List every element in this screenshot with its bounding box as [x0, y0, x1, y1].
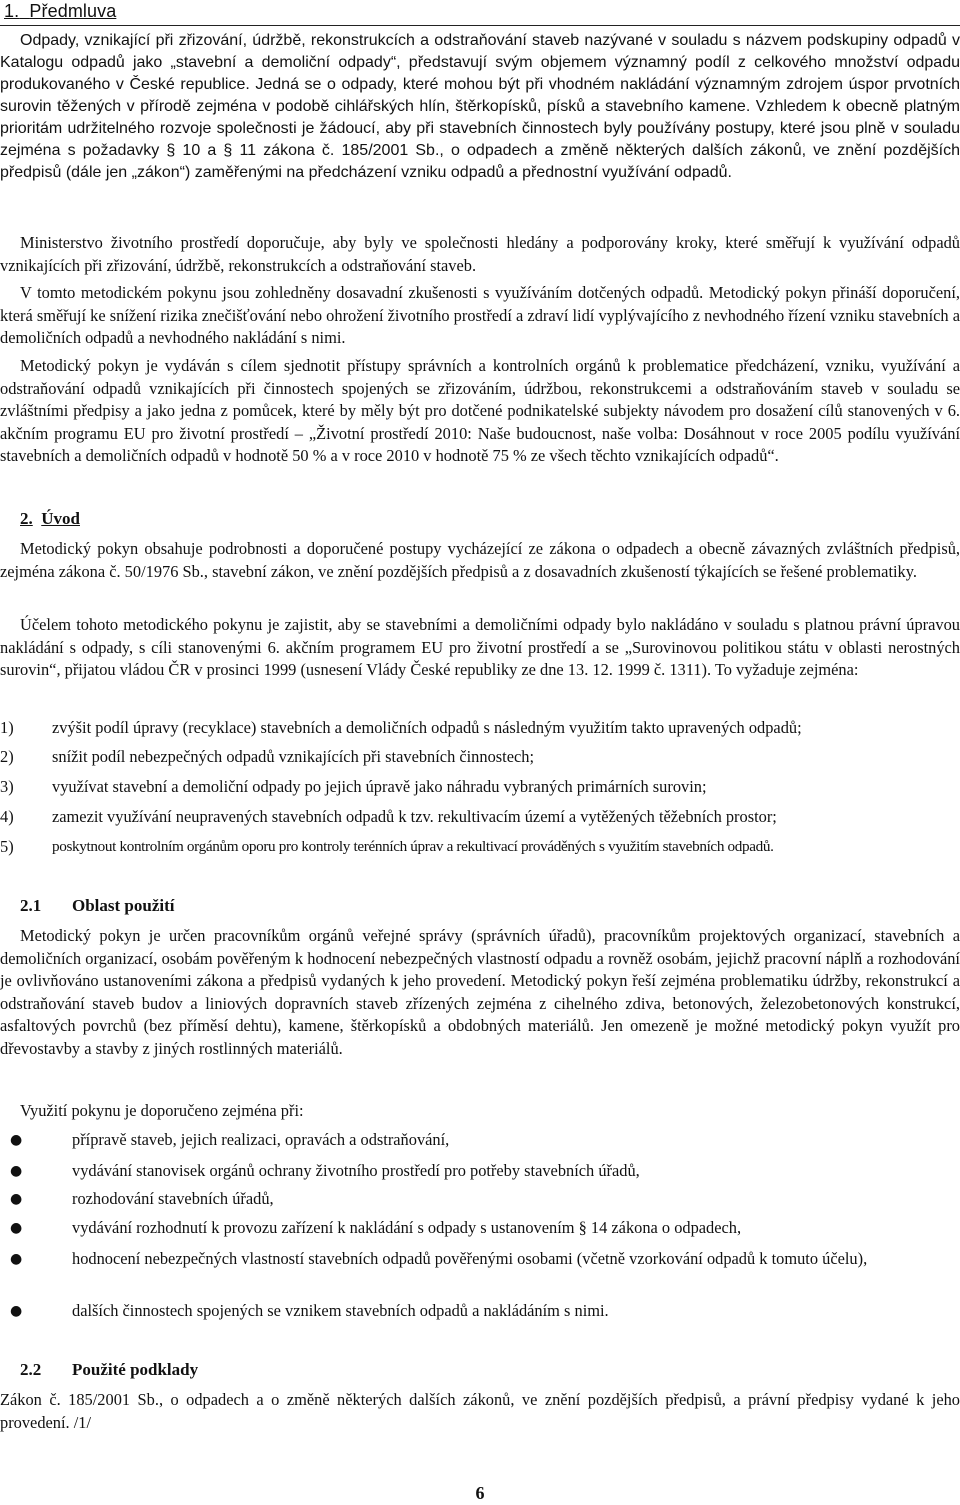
usage-bullet-2: vydávání stanovisek orgánů ochrany životního prostředí pro potřeby stavebních úřadů,: [72, 1161, 640, 1180]
section-2-paragraph-2: Účelem tohoto metodického pokynu je zajistit, aby se stavebními a demoličními odpady bylo nakládáno v souladu s platnou právní úpravou nakládání s odpady, s cíli stanovenými 6. akčním programem EU pro životní prostředí a se „Surovinovou politikou státu v oblasti nerostných surovin“, přijatou vládou ČR v prosinci 1999 (usnesení Vlády České republiky ze dne 13. 12. 1999 č. 1311). To vyžaduje zejména:: [0, 615, 960, 680]
usage-bullet-3: rozhodování stavebních úřadů,: [72, 1189, 274, 1208]
bullet-icon: ●: [10, 1132, 23, 1148]
section-2-1-paragraph-1: Metodický pokyn je určen pracovníkům orgánů veřejné správy (správních úřadů), pracovníkům projektových organizací, stavebních a demoličních organizací, osobám pověřeným k hodnocení nebezpečných vlastností odpadu a rovněž osobám, jejichž pracovní náplň a rozhodování je ovlivňováno ustanoveními zákona a předpisů vydaných k jeho provedení. Metodický pokyn řeší zejména problematiku údržby, rekonstrukcí a odstraňování staveb budov a liniových dopravních staveb zřízených zejména z cihelného zdiva, betonových, železobetonových konstrukcí, asfaltových povrchů (bez příměsí dehtu), kamene, štěrkopísků a obdobných materiálů. Jen omezeně je možné metodický pokyn využít pro dřevostavby a stavby z jiných rostlinných materiálů.: [0, 926, 960, 1058]
section-2-heading: [20, 509, 80, 529]
bullet-icon: ●: [10, 1303, 23, 1319]
chapter-number: 1.: [4, 1, 20, 21]
list-text: poskytnout kontrolním orgánům oporu pro kontroly terénních úprav a rekultivací prováděných s využitím stavebních odpadů.: [52, 838, 774, 855]
chapter-title: Předmluva: [29, 1, 117, 21]
chapter-heading: [4, 1, 116, 22]
usage-bullet-1: přípravě staveb, jejich realizaci, opravách a odstraňování,: [72, 1130, 450, 1149]
section-2-2-title: Použité podklady: [72, 1360, 199, 1379]
preface-paragraph-1: Odpady, vznikající při zřizování, údržbě, rekonstrukcích a odstraňování staveb nazývané v souladu s názvem podskupiny odpadů v Katalogu odpadů jako „stavební a demoliční odpady“, představují svým objemem významný podíl z celkového množství odpadu produkovaného v České republice. Jedná se o odpady, které mohou být při vhodném nakládání významným zdrojem úspor prvotních surovin těžených v přírodě zejména v podobě cihlářských hlín, štěrkopísků, písků a stavebního kamene. Vzhledem k obecně platným prioritám udržitelného rozvoje společnosti je žádoucí, aby při stavebních činnostech byly používány postupy, které jsou plně v souladu zejména s požadavky § 10 a § 11 zákona č. 185/2001 Sb., o odpadech a změně některých dalších zákonů, ve znění pozdějších předpisů (dále jen „zákon“) zaměřenými na předcházení vzniku odpadů a přednostní využívání odpadů.: [0, 32, 960, 181]
list-text: využívat stavební a demoliční odpady po jejich úpravě jako náhradu vybraných primárních surovin;: [52, 777, 707, 796]
bullet-icon: ●: [10, 1191, 23, 1207]
list-marker: 1): [0, 718, 14, 737]
section-2-1-title: Oblast použití: [72, 896, 175, 915]
usage-bullet-5: hodnocení nebezpečných vlastností stavebních odpadů pověřenými osobami (včetně vzorkování odpadů k tomuto účelu),: [72, 1249, 868, 1268]
page-number: 6: [475, 1483, 485, 1503]
preface-paragraph-2: Ministerstvo životního prostředí doporučuje, aby byly ve společnosti hledány a podporovány kroky, které směřují k využívání odpadů vznikajících při zřizování, údržbě, rekonstrukcích a odstraňování staveb.: [0, 233, 960, 275]
list-text: zvýšit podíl úpravy (recyklace) stavebních a demoličních odpadů s následným využitím takto upravených odpadů;: [52, 718, 802, 737]
section-2-1-paragraph-2: Využití pokynu je doporučeno zejména při:: [20, 1101, 304, 1120]
chapter-heading-bar: [0, 0, 960, 26]
section-2-title: Úvod: [41, 509, 80, 528]
list-text: zamezit využívání neupravených stavebních odpadů k tzv. rekultivacím území a vytěžených těžebních prostor;: [52, 807, 777, 826]
list-marker: 3): [0, 777, 14, 796]
preface-paragraph-3: V tomto metodickém pokynu jsou zohledněny dosavadní zkušenosti s využíváním dotčených odpadů. Metodický pokyn přináší doporučení, která směřují ke snížení rizika znečišťování nebo ohrožení životního prostředí a zdraví lidí vyplývajícího z nevhodného řízení vzniku stavebních a demoličních odpadů a nevhodného nakládání s nimi.: [0, 283, 960, 348]
section-2-2-heading: [20, 1360, 198, 1380]
bullet-icon: ●: [10, 1163, 23, 1179]
section-2-1-heading: [20, 896, 175, 916]
preface-paragraph-4: Metodický pokyn je vydáván s cílem sjednotit přístupy správních a kontrolních orgánů k problematice předcházení, vzniku, využívání a odstraňování odpadů vznikajících při činnostech spojených se zřizováním, údržbou, rekonstrukcemi a odstraňováním staveb v souladu se zvláštními předpisy a jako jedna z pomůcek, které by měly být pro dotčené podnikatelské subjekty návodem pro dosažení cílů stanovených v 6. akčním programu EU pro životní prostředí – „Životní prostředí 2010: Naše budoucnost, naše volba: Dosáhnout v roce 2005 podílu využívání stavebních a demoličních odpadů v hodnotě 50 % a v roce 2010 v hodnotě 75 % ze všech těchto vznikajících odpadů“.: [0, 356, 960, 466]
section-2-number: 2.: [20, 509, 33, 528]
section-2-2-paragraph-1: Zákon č. 185/2001 Sb., o odpadech a o změně některých dalších zákonů, ve znění pozdějších předpisů, a právní předpisy vydané k jeho provedení. /1/: [0, 1390, 960, 1432]
list-text: snížit podíl nebezpečných odpadů vznikajících při stavebních činnostech;: [52, 747, 535, 766]
list-marker: 2): [0, 747, 14, 766]
bullet-icon: ●: [10, 1251, 23, 1267]
section-2-paragraph-1: Metodický pokyn obsahuje podrobnosti a doporučené postupy vycházející ze zákona o odpadech a obecně závazných zvláštních předpisů, zejména zákona č. 50/1976 Sb., stavební zákon, ve znění pozdějších předpisů a z dosavadních zkušeností týkajících se řešené problematiky.: [0, 539, 960, 581]
list-marker: 5): [0, 837, 14, 856]
usage-bullet-4: vydávání rozhodnutí k provozu zařízení k nakládání s odpady s ustanovením § 14 zákona o odpadech,: [72, 1218, 742, 1237]
usage-bullet-6: dalších činnostech spojených se vznikem stavebních odpadů a nakládáním s nimi.: [72, 1301, 609, 1320]
section-2-1-number: 2.1: [20, 896, 42, 915]
list-marker: 4): [0, 807, 14, 826]
section-2-2-number: 2.2: [20, 1360, 42, 1379]
bullet-icon: ●: [10, 1220, 23, 1236]
